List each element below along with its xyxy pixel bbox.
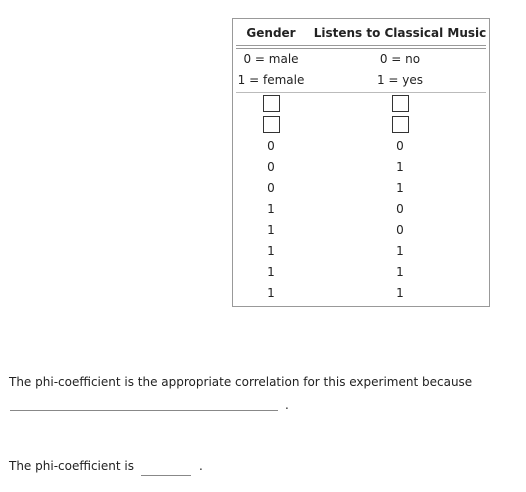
table-row (233, 199, 489, 219)
gender-value: 1 (267, 244, 275, 258)
answer-box-row (233, 115, 489, 135)
gender-answer-box-1[interactable] (263, 95, 280, 112)
gender-value: 1 (267, 286, 275, 300)
table-row (233, 283, 489, 303)
header-gender: Gender (246, 26, 296, 40)
music-value: 1 (396, 286, 404, 300)
music-value: 0 (396, 202, 404, 216)
music-value: 0 (396, 139, 404, 153)
data-table (232, 18, 490, 307)
table-row (233, 178, 489, 198)
code-music: 1 = yes (376, 73, 424, 87)
gender-value: 1 (267, 265, 275, 279)
codes-divider (236, 92, 486, 93)
code-gender: 1 = female (237, 73, 305, 87)
music-value: 0 (396, 223, 404, 237)
music-answer-box-1[interactable] (392, 95, 409, 112)
question-1-text: The phi-coefficient is the appropriate correlation for this experiment because (9, 375, 473, 389)
music-value: 1 (396, 244, 404, 258)
question-2-answer-blank[interactable] (141, 475, 191, 476)
music-answer-box-2[interactable] (392, 116, 409, 133)
table-row (233, 136, 489, 156)
code-gender: 0 = male (243, 52, 299, 66)
question-1-period: . (285, 398, 289, 412)
question-1-answer-blank[interactable] (10, 410, 278, 411)
code-row (233, 70, 489, 90)
code-row (233, 49, 489, 69)
table-row (233, 262, 489, 282)
music-value: 1 (396, 265, 404, 279)
gender-value: 0 (267, 160, 275, 174)
table-row (233, 157, 489, 177)
gender-value: 0 (267, 139, 275, 153)
answer-box-row (233, 94, 489, 114)
header-music: Listens to Classical Music (313, 26, 487, 40)
gender-value: 1 (267, 202, 275, 216)
table-row (233, 241, 489, 261)
music-value: 1 (396, 181, 404, 195)
table-row (233, 220, 489, 240)
question-2-period: . (199, 459, 203, 473)
gender-value: 1 (267, 223, 275, 237)
code-music: 0 = no (379, 52, 421, 66)
music-value: 1 (396, 160, 404, 174)
gender-value: 0 (267, 181, 275, 195)
gender-answer-box-2[interactable] (263, 116, 280, 133)
question-2-text: The phi-coefficient is (9, 459, 134, 473)
table-header-row (233, 23, 489, 43)
